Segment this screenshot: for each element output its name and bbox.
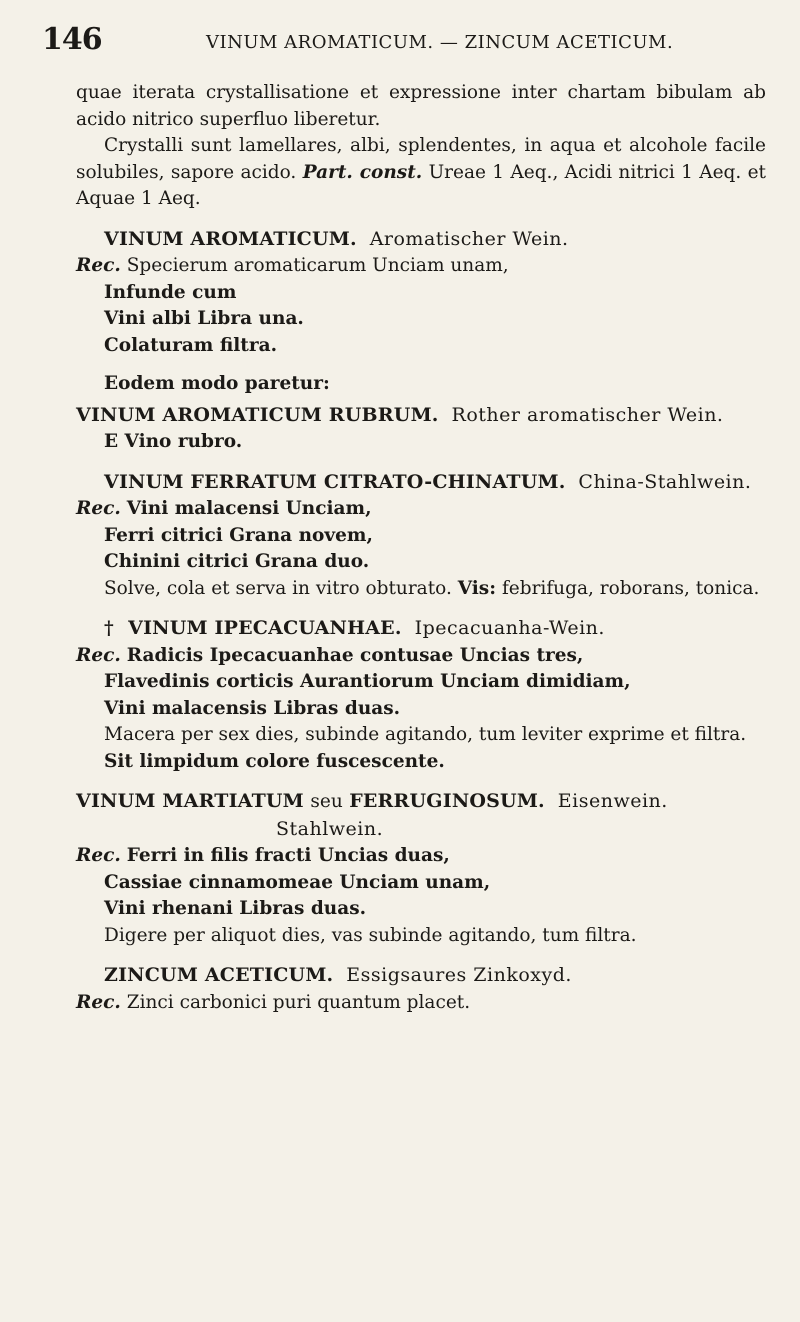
recipe-line: Cassiae cinnamomeae Unciam unam, — [104, 871, 491, 893]
intro-paragraph-2 — [76, 133, 766, 213]
recipe-line: Infunde cum — [104, 281, 237, 303]
vis-label: Vis: — [457, 577, 497, 599]
recipe-line: Vini albi Libra una. — [104, 308, 304, 329]
entry-german-title-2: Stahlwein. — [276, 817, 384, 840]
entry-german-title-alt — [76, 816, 766, 844]
entry-german-title: Eisenwein. — [557, 790, 668, 812]
recipe-line: Flavedinis corticis Aurantiorum Unciam dimidiam, — [104, 671, 631, 692]
recipe-text: Zinci carbonici puri quantum placet. — [126, 991, 471, 1013]
rec-label: Rec. — [76, 845, 121, 866]
eodem-line: Eodem modo paretur: — [104, 373, 330, 394]
part-const-label: Part. const. — [302, 161, 423, 183]
entry-german-title: Rother aromatischer Wein. — [451, 403, 724, 426]
intro-text: Crystalli sunt lamellares, albi, splendentes, in aqua et alcohole facile solubiles, sapore acido. — [76, 135, 766, 183]
entry-title: VINUM IPECACUANHAE. — [128, 617, 402, 639]
rec-label: Rec. — [76, 255, 121, 276]
seu-word: seu — [310, 791, 343, 812]
rec-label: Rec. — [76, 498, 121, 519]
entry-title: VINUM MARTIATUM — [76, 790, 304, 812]
recipe-line: Ferri citrici Grana novem, — [104, 524, 373, 546]
entry-german-title: Ipecacuanha-Wein. — [414, 617, 605, 639]
entry-heading-martiatum — [76, 788, 766, 816]
page-number: 146 — [42, 22, 102, 57]
recipe-instruction — [76, 576, 766, 603]
entry-heading-ipecacuanhae — [76, 615, 766, 643]
entry-title: ZINCUM ACETICUM. — [104, 964, 334, 986]
recipe-instruction: Macera per sex dies, subinde agitando, tum leviter exprime et filtra. — [104, 724, 747, 745]
recipe-text: Ferri in filis fracti Uncias duas, — [126, 845, 450, 866]
recipe-line: E Vino rubro. — [104, 431, 243, 452]
recipe-line: Sit limpidum colore fuscescente. — [104, 750, 445, 772]
rec-label: Rec. — [76, 644, 121, 666]
recipe-text: Specierum aromaticarum Unciam unam, — [126, 255, 509, 276]
intro-paragraph: quae iterata crystallisatione et expressione inter chartam bibulam ab acido nitrico superfluo liberetur. — [76, 82, 766, 130]
running-title: VINUM AROMATICUM. — ZINCUM ACETICUM. — [206, 32, 674, 53]
recipe-text: Radicis Ipecacuanhae contusae Uncias tres, — [126, 644, 584, 666]
entry-title-alt: FERRUGINOSUM. — [349, 790, 545, 812]
dagger-mark: † — [104, 618, 114, 639]
recipe-line: Vini rhenani Libras duas. — [104, 898, 367, 919]
recipe-line — [76, 253, 766, 280]
page-body — [76, 80, 766, 1016]
entry-heading-aromaticum — [76, 226, 766, 254]
entry-german-title: China-Stahlwein. — [578, 470, 752, 493]
entry-german-title: Aromatischer Wein. — [369, 227, 569, 250]
recipe-line: Chinini citrici Grana duo. — [104, 551, 370, 572]
recipe-line: Vini malacensis Libras duas. — [104, 697, 401, 719]
entry-german-title: Essigsaures Zinkoxyd. — [346, 964, 572, 986]
vis-text: febrifuga, roborans, tonica. — [501, 577, 760, 599]
recipe-line — [76, 990, 766, 1017]
recipe-line — [76, 643, 766, 670]
entry-heading-ferratum — [76, 469, 766, 497]
entry-heading-rubrum — [76, 402, 766, 430]
recipe-line — [76, 496, 766, 523]
entry-title: VINUM AROMATICUM RUBRUM. — [76, 403, 439, 426]
recipe-text: Vini malacensi Unciam, — [126, 498, 372, 519]
running-head — [38, 22, 760, 62]
entry-title: VINUM AROMATICUM. — [104, 227, 357, 250]
recipe-instruction: Digere per aliquot dies, vas subinde agitando, tum filtra. — [104, 924, 637, 946]
entry-title: VINUM FERRATUM CITRATO-CHINATUM. — [104, 470, 566, 493]
recipe-line: Colaturam filtra. — [104, 334, 278, 356]
recipe-text: Solve, cola et serva in vitro obturato. — [104, 577, 452, 599]
recipe-line — [76, 843, 766, 870]
intro-composition: Ureae 1 Aeq., Acidi nitrici 1 Aeq. et Aquae 1 Aeq. — [76, 161, 766, 209]
entry-heading-zincum — [76, 962, 766, 990]
rec-label: Rec. — [76, 991, 121, 1013]
